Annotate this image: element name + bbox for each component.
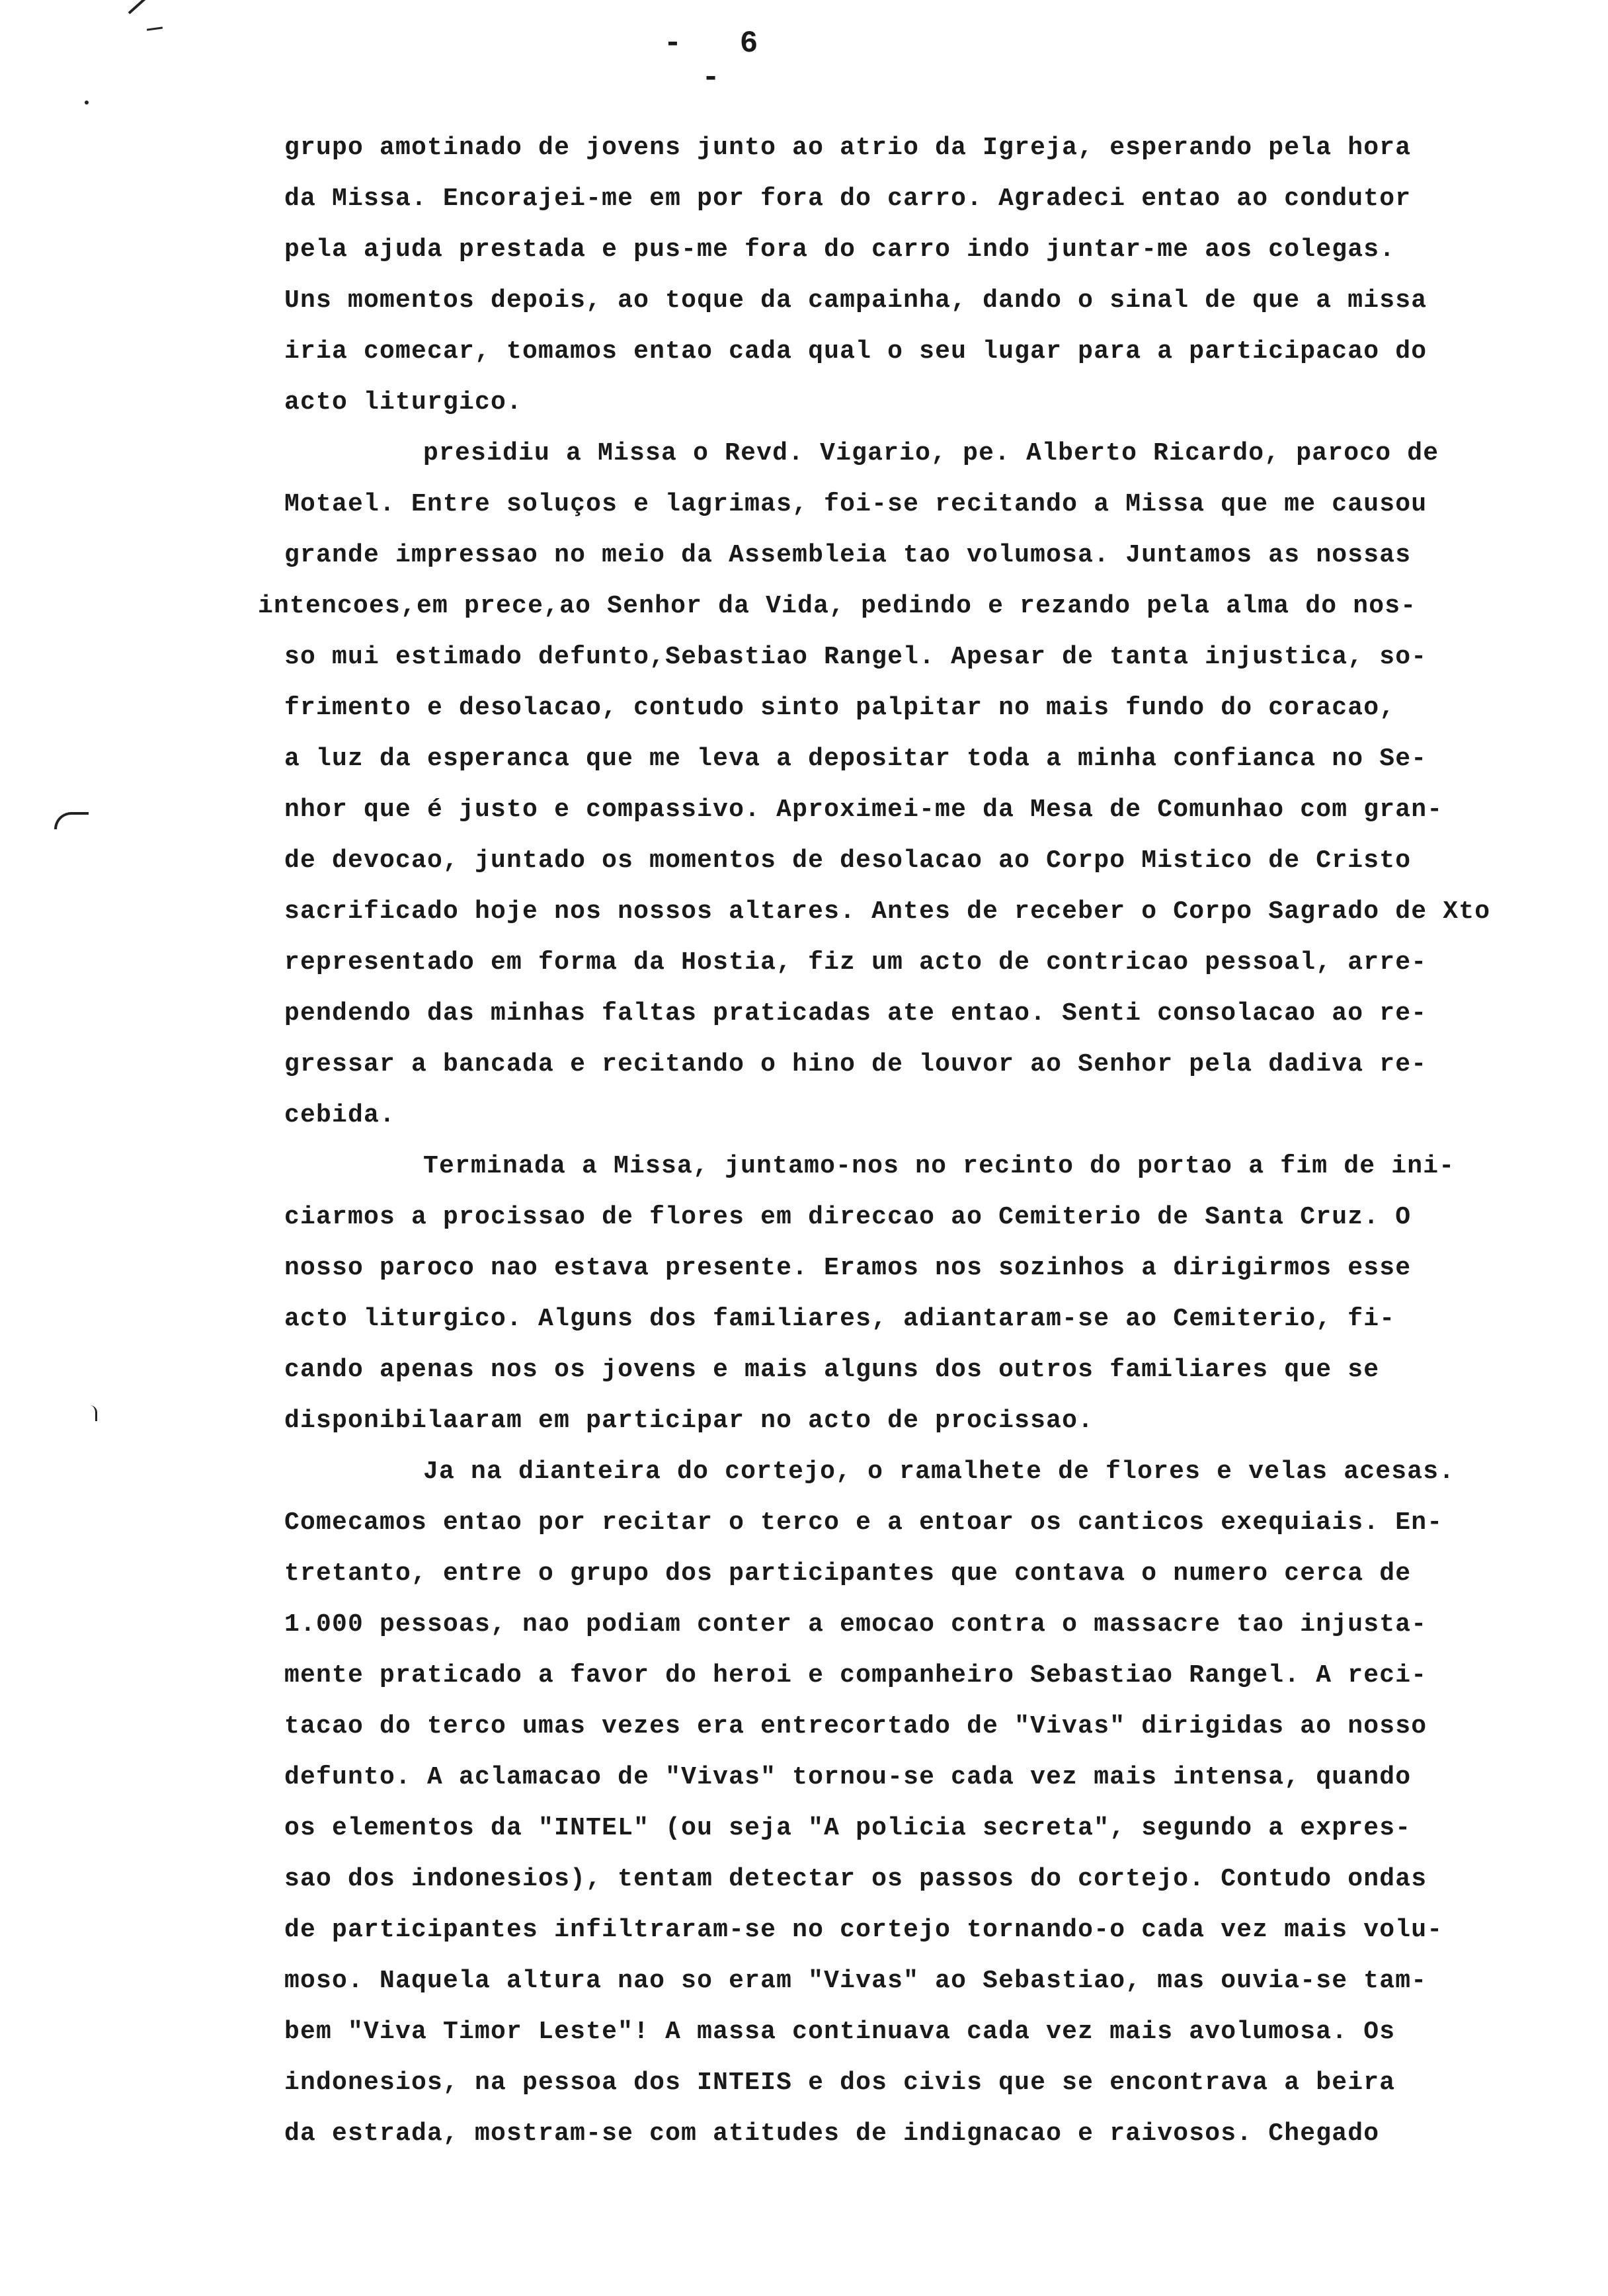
handwritten-tick-mark — [147, 26, 163, 30]
text-line: moso. Naquela altura nao so eram "Vivas" ao Sebastiao, mas ouvia-se tam- — [284, 1967, 1427, 1995]
text-line: defunto. A aclamacao de "Vivas" tornou-se cada vez mais intensa, quando — [284, 1763, 1412, 1791]
text-line: indonesios, na pessoa dos INTEIS e dos civis que se encontrava a beira — [284, 2069, 1396, 2097]
handwritten-slash-mark — [128, 0, 155, 14]
margin-paren-mark — [90, 1405, 97, 1421]
margin-dot-mark — [85, 101, 89, 104]
text-line: representado em forma da Hostia, fiz um acto de contricao pessoal, arre- — [284, 948, 1427, 977]
text-line: grande impressao no meio da Assembleia tao volumosa. Juntamos as nossas — [284, 541, 1412, 569]
text-line: Terminada a Missa, juntamo-nos no recinto do portao a fim de ini- — [423, 1152, 1455, 1180]
text-line: 1.000 pessoas, nao podiam conter a emocao contra o massacre tao injusta- — [284, 1610, 1427, 1639]
text-line: pela ajuda prestada e pus-me fora do carro indo juntar-me aos colegas. — [284, 235, 1396, 264]
text-line: tretanto, entre o grupo dos participantes que contava o numero cerca de — [284, 1559, 1412, 1588]
text-line: Ja na dianteira do cortejo, o ramalhete de flores e velas acesas. — [423, 1457, 1455, 1486]
text-line: ciarmos a procissao de flores em direccao ao Cemiterio de Santa Cruz. O — [284, 1203, 1412, 1231]
typewritten-text — [258, 122, 1560, 2159]
text-line: Uns momentos depois, ao toque da campainha, dando o sinal de que a missa — [284, 286, 1427, 315]
text-line: disponibilaaram em participar no acto de procissao. — [284, 1407, 1094, 1435]
text-line: nhor que é justo e compassivo. Aproximei-me da Mesa de Comunhao com gran- — [284, 796, 1443, 824]
text-line: pendendo das minhas faltas praticadas ate entao. Senti consolacao ao re- — [284, 999, 1427, 1028]
text-line: acto liturgico. Alguns dos familiares, adiantaram-se ao Cemiterio, fi- — [284, 1305, 1396, 1333]
text-line: bem "Viva Timor Leste"! A massa continuava cada vez mais avolumosa. Os — [284, 2018, 1396, 2046]
text-line: de devocao, juntado os momentos de desolacao ao Corpo Mistico de Cristo — [284, 846, 1412, 875]
text-line: cando apenas nos os jovens e mais alguns dos outros familiares que se — [284, 1356, 1380, 1384]
text-line: grupo amotinado de jovens junto ao atrio da Igreja, esperando pela hora — [284, 134, 1412, 162]
text-line: Motael. Entre soluços e lagrimas, foi-se recitando a Missa que me causou — [284, 490, 1427, 518]
text-line: mente praticado a favor do heroi e companheiro Sebastiao Rangel. A reci- — [284, 1661, 1427, 1690]
margin-bracket-mark — [54, 812, 89, 829]
text-line: iria comecar, tomamos entao cada qual o seu lugar para a participacao do — [284, 337, 1427, 366]
text-line: a luz da esperanca que me leva a depositar toda a minha confianca no Se- — [284, 745, 1427, 773]
text-line: gressar a bancada e recitando o hino de louvor ao Senhor pela dadiva re- — [284, 1050, 1427, 1079]
text-line: presidiu a Missa o Revd. Vigario, pe. Alberto Ricardo, paroco de — [423, 439, 1439, 468]
text-line: nosso paroco nao estava presente. Eramos nos sozinhos a dirigirmos esse — [284, 1254, 1412, 1282]
text-line: os elementos da "INTEL" (ou seja "A policia secreta", segundo a expres- — [284, 1814, 1412, 1842]
text-line: cebida. — [284, 1101, 396, 1129]
text-line: sacrificado hoje nos nossos altares. Antes de receber o Corpo Sagrado de Xto — [284, 897, 1491, 926]
text-line: sao dos indonesios), tentam detectar os passos do cortejo. Contudo ondas — [284, 1865, 1427, 1893]
text-line: so mui estimado defunto,Sebastiao Rangel. Apesar de tanta injustica, so- — [284, 643, 1427, 671]
text-line: da Missa. Encorajei-me em por fora do carro. Agradeci entao ao condutor — [284, 184, 1412, 213]
text-line: tacao do terco umas vezes era entrecortado de "Vivas" dirigidas ao nosso — [284, 1712, 1427, 1741]
text-line: frimento e desolacao, contudo sinto palpitar no mais fundo do coracao, — [284, 694, 1396, 722]
page-number: - 6 - — [663, 26, 778, 95]
text-line: de participantes infiltraram-se no cortejo tornando-o cada vez mais volu- — [284, 1916, 1443, 1944]
text-line: intencoes,em prece,ao Senhor da Vida, pedindo e rezando pela alma do nos- — [258, 592, 1417, 620]
text-line: Comecamos entao por recitar o terco e a entoar os canticos exequiais. En- — [284, 1508, 1443, 1537]
text-line: da estrada, mostram-se com atitudes de indignacao e raivosos. Chegado — [284, 2119, 1380, 2148]
text-line: acto liturgico. — [284, 388, 523, 417]
